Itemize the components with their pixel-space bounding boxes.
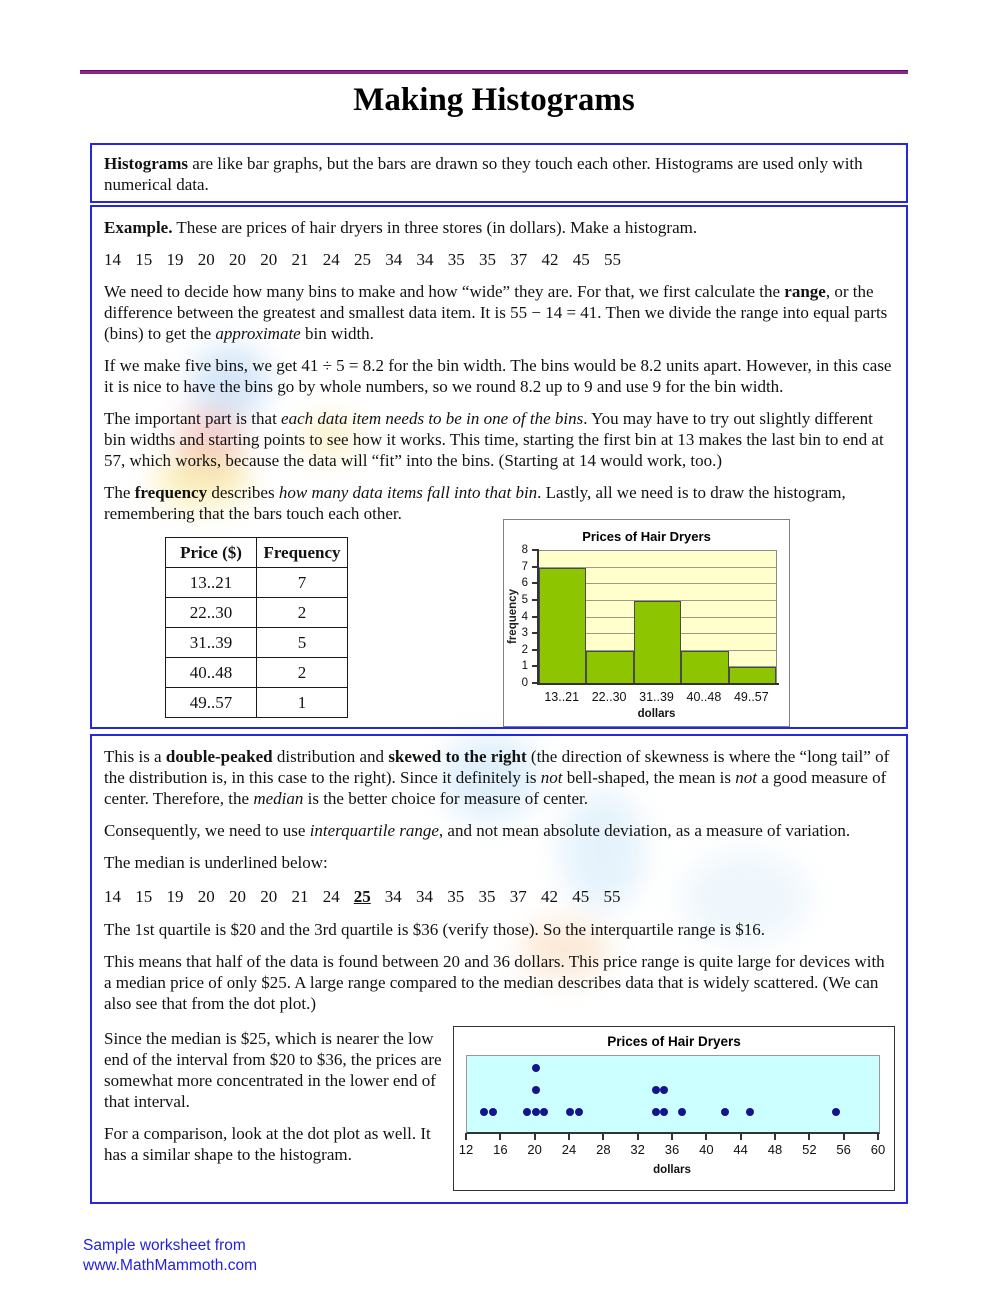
text-segment: Histograms [104, 154, 189, 173]
histogram-plot [538, 550, 777, 685]
text-segment: Since the median is $25, which is nearer the low end of the interval from $20 to $36, the prices are somewhat more concentrated in the lower end of that interval. [104, 1029, 442, 1111]
table-cell: 49..57 [166, 688, 257, 718]
histogram-bar-31..39 [634, 601, 681, 684]
text-segment: (the direction of skewness is where the “long tail” of the distribution is, in this case to the right). Since it definitely is [104, 747, 890, 787]
x-tick-label: 56 [836, 1142, 851, 1157]
histogram-bar-49..57 [729, 667, 776, 684]
table-cell: 31..39 [166, 628, 257, 658]
histogram-ylabel: frequency [507, 589, 519, 644]
text-segment: skewed to the right [388, 747, 527, 766]
x-tick-label: 31..39 [639, 690, 674, 704]
table-cell: 22..30 [166, 598, 257, 628]
text-segment: is the better choice for measure of center. [303, 789, 588, 808]
data-dot-34 [652, 1108, 660, 1116]
y-tick-label: 7 [521, 560, 528, 573]
table-cell: 7 [257, 568, 348, 598]
histogram [503, 519, 790, 727]
median-data-row [104, 886, 894, 907]
median-row-after: 34 34 35 35 37 42 45 55 [384, 887, 621, 906]
data-dot-14 [480, 1108, 488, 1116]
data-dot-20 [532, 1064, 540, 1072]
text-segment: The 1st quartile is $20 and the 3rd quartile is $36 (verify those). So the interquartile range is $16. [104, 920, 765, 939]
text-segment: Example. [104, 218, 173, 237]
header-rule [80, 70, 908, 74]
table-row [166, 688, 348, 718]
dot-plot-title: Prices of Hair Dryers [607, 1034, 741, 1049]
data-dot-24 [566, 1108, 574, 1116]
text-segment: This means that half of the data is found between 20 and 36 dollars. This price range is quite large for devices with a median price of only $25. A large range compared to the median describes data that is widely scattered. (We can also see that from the dot plot.) [104, 952, 885, 1013]
table-cell: 5 [257, 628, 348, 658]
x-tick-mark [705, 1133, 707, 1140]
histogram-bar-22..30 [586, 651, 633, 684]
paragraph-median-label [104, 852, 894, 873]
text-segment: bell-shaped, the mean is [562, 768, 736, 787]
y-tick-label: 8 [521, 544, 528, 556]
text-segment: distribution and [272, 747, 389, 766]
example-box [90, 205, 908, 729]
text-segment: are like bar graphs, but the bars are drawn so they touch each other. Histograms are used only with numerical data. [104, 154, 863, 194]
data-dot-42 [721, 1108, 729, 1116]
table-header-price: Price ($) [166, 538, 257, 568]
paragraph-skew [104, 746, 894, 809]
footer-url: www.MathMammoth.com [83, 1257, 257, 1274]
histogram-bar-40..48 [681, 651, 728, 684]
table-cell: 1 [257, 688, 348, 718]
text-segment: If we make five bins, we get 41 ÷ 5 = 8.2 for the bin width. The bins would be 8.2 units apart. However, in this case it is nice to have the bins go by whole numbers, so we round 8.2 up to 9 and use 9 for the bin width. [104, 356, 892, 396]
histogram-bar-13..21 [539, 568, 586, 684]
text-segment: not [735, 768, 757, 787]
table-header-row [166, 538, 348, 568]
x-tick-label: 32 [630, 1142, 645, 1157]
x-tick-label: 12 [458, 1142, 474, 1157]
y-tick-label: 5 [521, 593, 528, 606]
x-tick-label: 20 [527, 1142, 542, 1157]
paragraph-important [104, 408, 894, 471]
data-dot-45 [746, 1108, 754, 1116]
data-dot-35 [660, 1108, 668, 1116]
table-cell: 2 [257, 658, 348, 688]
table-cell: 40..48 [166, 658, 257, 688]
x-tick-mark [843, 1133, 845, 1140]
y-tick-label: 0 [521, 677, 528, 689]
x-tick-label: 44 [733, 1142, 748, 1157]
text-segment: , or the difference between the greatest and smallest data item. It is 55 − 14 = 41. Then we divide the range into equal parts (bins) to get the [104, 282, 888, 343]
text-segment: This is a [104, 747, 166, 766]
histogram-yaxis [504, 544, 537, 689]
data-dot-35 [660, 1086, 668, 1094]
text-segment: For a comparison, look at the dot plot as well. It has a similar shape to the histogram. [104, 1124, 431, 1164]
data-dot-25 [575, 1108, 583, 1116]
histogram-xlabel: dollars [637, 708, 676, 720]
y-tick-label: 1 [521, 660, 528, 673]
footer [83, 1236, 257, 1276]
x-tick-mark [602, 1133, 604, 1140]
x-tick-label: 40 [699, 1142, 714, 1157]
data-dot-15 [489, 1108, 497, 1116]
text-segment: approximate [215, 324, 301, 343]
dot-plot [453, 1026, 895, 1191]
table-cell: 13..21 [166, 568, 257, 598]
text-segment: . You may have to try out slightly different bin widths and starting points to see how it works. This time, starting the first bin at 13 makes the last bin to end at 57, which works, because the data will “fit” into the bins. (Starting at 14 would work, too.) [104, 409, 884, 470]
text-segment: The important part is that [104, 409, 282, 428]
table-header-frequency: Frequency [257, 538, 348, 568]
x-tick-label: 28 [596, 1142, 611, 1157]
footer-line1: Sample worksheet from [83, 1237, 246, 1254]
text-segment: , and not mean absolute deviation, as a measure of variation. [438, 821, 851, 840]
y-tick-label: 3 [521, 627, 528, 640]
text-segment: These are prices of hair dryers in three stores (in dollars). Make a histogram. [172, 218, 698, 237]
table-row [166, 628, 348, 658]
text-segment: range [784, 282, 826, 301]
x-tick-label: 40..48 [686, 690, 722, 704]
histogram-xaxis-line [537, 683, 779, 685]
x-tick-label: 16 [493, 1142, 508, 1157]
data-dot-34 [652, 1086, 660, 1094]
paragraph-range [104, 281, 894, 344]
x-tick-label: 24 [561, 1142, 577, 1157]
table-row [166, 598, 348, 628]
table-cell: 2 [257, 598, 348, 628]
x-tick-mark [499, 1133, 501, 1140]
text-segment: . Lastly, all we need is to draw the histogram, remembering that the bars touch each other. [104, 483, 846, 523]
text-segment: how many data items fall into that bin [278, 483, 538, 502]
dot-plot-xlabel: dollars [653, 1164, 691, 1176]
x-tick-label: 22..30 [591, 690, 627, 704]
x-tick-mark [774, 1133, 776, 1140]
median-row-before: 14 15 19 20 20 20 21 24 [104, 887, 340, 906]
table-row [166, 568, 348, 598]
example-data-values: 14 15 19 20 20 20 21 24 25 34 34 35 35 37 42 45 55 [104, 250, 621, 269]
text-segment: median [253, 789, 304, 808]
paragraph-bins [104, 355, 894, 397]
text-segment: frequency [134, 483, 208, 502]
paragraph-comparison [104, 1123, 454, 1165]
dotplot-plot [466, 1055, 880, 1134]
text-segment: The [104, 483, 135, 502]
analysis-left-column [104, 1028, 454, 1176]
histogram-title: Prices of Hair Dryers [582, 529, 711, 544]
data-dot-37 [678, 1108, 686, 1116]
y-tick-label: 4 [521, 610, 528, 623]
paragraph-iqr-intro [104, 820, 894, 841]
x-tick-mark [568, 1133, 570, 1140]
x-tick-mark [465, 1133, 467, 1140]
text-segment: a good measure of center. Therefore, the [104, 768, 887, 808]
text-segment: We need to decide how many bins to make and how “wide” they are. For that, we first calculate the [104, 282, 785, 301]
text-segment: not [540, 768, 563, 787]
x-tick-mark [637, 1133, 639, 1140]
x-tick-label: 13..21 [544, 690, 580, 704]
paragraph-quartiles [104, 919, 894, 940]
text-segment: describes [207, 483, 279, 502]
x-tick-label: 60 [870, 1142, 886, 1157]
text-segment: interquartile range [309, 821, 439, 840]
example-heading [104, 217, 894, 238]
histogram-yaxis-line [537, 549, 539, 685]
x-tick-mark [740, 1133, 742, 1140]
text-segment: each data item needs to be in one of the bins [281, 409, 584, 428]
text-segment: double-peaked [165, 747, 273, 766]
histogram-xlabels [538, 690, 775, 704]
data-dot-21 [540, 1108, 548, 1116]
y-tick-label: 2 [521, 643, 528, 656]
data-dot-55 [832, 1108, 840, 1116]
text-segment: bin width. [300, 324, 374, 343]
paragraph-half [104, 951, 894, 1014]
y-tick-label: 6 [521, 577, 528, 590]
frequency-table [165, 537, 348, 718]
x-tick-mark [534, 1133, 536, 1140]
intro-text [104, 153, 894, 195]
paragraph-concentrated [104, 1028, 454, 1112]
table-row [166, 658, 348, 688]
page-title: Making Histograms [353, 82, 635, 118]
x-tick-mark [671, 1133, 673, 1140]
x-tick-label: 52 [802, 1142, 817, 1157]
data-dot-20 [532, 1108, 540, 1116]
x-tick-mark [877, 1133, 879, 1140]
median-value: 25 [353, 887, 371, 906]
data-dot-19 [523, 1108, 531, 1116]
analysis-box [90, 734, 908, 1204]
x-tick-label: 49..57 [733, 690, 769, 704]
dotplot-ticks [466, 1133, 878, 1140]
dotplot-xlabels [458, 1142, 886, 1158]
x-tick-label: 48 [767, 1142, 783, 1157]
paragraph-frequency [104, 482, 894, 524]
data-dot-20 [532, 1086, 540, 1094]
x-tick-mark [808, 1133, 810, 1140]
x-tick-label: 36 [664, 1142, 680, 1157]
text-segment: Consequently, we need to use [104, 821, 310, 840]
text-segment: The median is underlined below: [104, 853, 328, 872]
intro-box [90, 143, 908, 203]
